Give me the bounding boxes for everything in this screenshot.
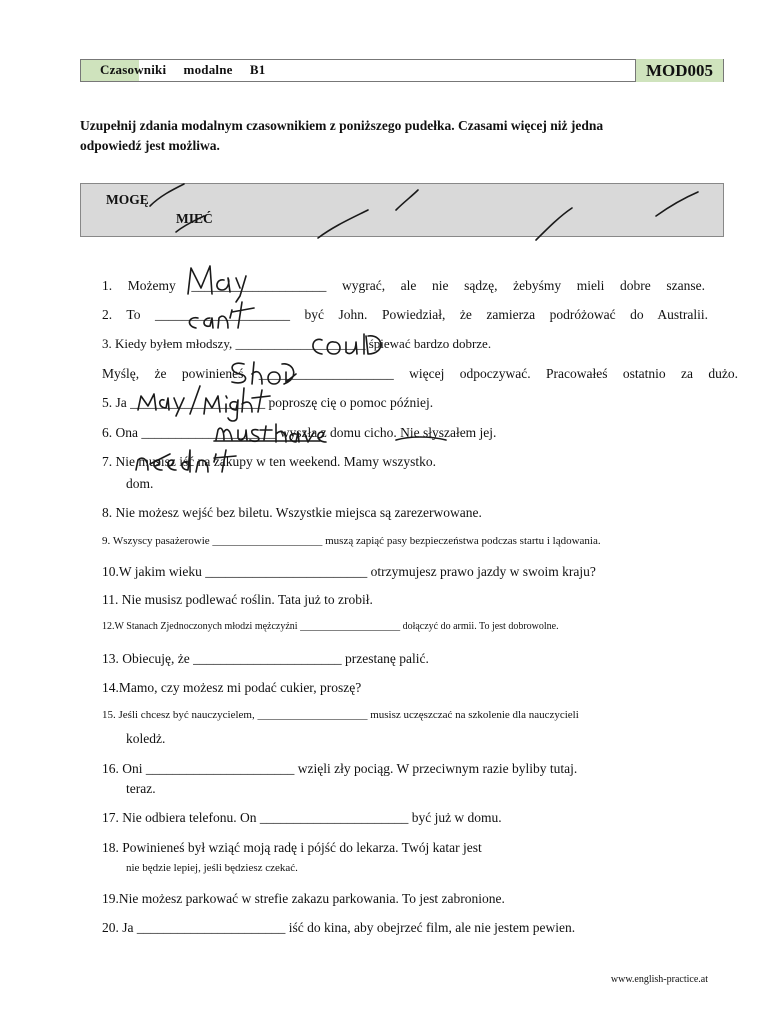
sentence-text: Nie możesz parkować w strefie zakazu parkowania. To jest zabronione. — [118, 891, 505, 906]
sentence-16 — [102, 761, 577, 777]
sentence-4 — [102, 366, 738, 382]
sentence-text: To ____________________ być John. Powiedział, że zamierza podróżować do Australii. — [126, 307, 708, 322]
sentence-text: Obiecuję, że ______________________ przestanę palić. — [122, 651, 429, 666]
sentence-number: 14. — [102, 680, 119, 695]
sentence-text: Mamo, czy możesz mi podać cukier, proszę? — [118, 680, 362, 695]
sentence-text: Wszyscy pasażerowie ____________________ muszą zapiąć pasy bezpieczeństwa podczas startu i lądowania. — [112, 535, 601, 547]
sentence-14 — [102, 680, 361, 696]
sentence-5 — [102, 395, 433, 411]
sentence-number: 6. — [102, 425, 113, 440]
sentence-text: Oni ______________________ wzięli zły pociąg. W przeciwnym razie byliby tutaj. — [122, 761, 578, 776]
sentence-15 — [102, 709, 579, 721]
worksheet-header — [80, 59, 724, 82]
sentence-number: 16. — [102, 761, 119, 776]
sentence-15-continuation: koledż. — [126, 731, 166, 746]
sentence-text: Nie musisz podlewać roślin. Tata już to zrobił. — [121, 592, 373, 607]
sentence-17 — [102, 810, 502, 826]
sentence-number: 12. — [102, 621, 115, 632]
sentence-number: 20. — [102, 920, 119, 935]
sentence-text: W Stanach Zjednoczonych młodzi mężczyźni ____________________ dołączyć do armii. To jest dobrowolne. — [114, 621, 559, 632]
sentence-19 — [102, 891, 505, 907]
sentence-number: 5. — [102, 395, 113, 410]
sentence-1 — [102, 278, 705, 294]
sentence-number: 19. — [102, 891, 119, 906]
word-box-word-2: MIEĆ — [176, 211, 213, 226]
sentence-8 — [102, 505, 482, 521]
sentence-7-continuation: dom. — [126, 476, 154, 491]
sentence-7 — [102, 454, 436, 470]
sentence-number: 9. — [102, 535, 111, 547]
sentence-13 — [102, 651, 429, 667]
word-box-word-1: MOGĘ — [106, 192, 149, 207]
sentence-20 — [102, 920, 575, 936]
sentence-number: 10. — [102, 564, 119, 579]
sentence-number: 13. — [102, 651, 119, 666]
sentence-text: Ja ____________________ poproszę cię o pomoc później. — [115, 395, 434, 410]
sentence-9 — [102, 535, 601, 547]
sentence-number: 18. — [102, 840, 119, 855]
sentence-3 — [102, 336, 491, 352]
sentence-18-continuation: nie będzie lepiej, jeśli będziesz czekać. — [126, 862, 298, 874]
sentence-2 — [102, 307, 708, 323]
sentence-text: Ja ______________________ iść do kina, aby obejrzeć film, ale nie jestem pewien. — [122, 920, 576, 935]
sentence-text: Powinieneś był wziąć moją radę i pójść do lekarza. Twój katar jest — [122, 840, 482, 855]
worksheet-title: Czasowniki modalne B1 — [100, 62, 266, 77]
sentence-text: Nie możesz wejść bez biletu. Wszystkie miejsca są zarezerwowane. — [115, 505, 482, 520]
sentence-18 — [102, 840, 482, 856]
sentence-text: Ona ____________________ wyszła z domu cicho. Nie słyszałem jej. — [115, 425, 497, 440]
sentence-text: Jeśli chcesz być nauczycielem, ____________________ musisz uczęszczać na szkolenie dla nauczycieli — [118, 709, 579, 721]
sentence-6 — [102, 425, 496, 441]
sentence-number: 3. — [102, 336, 112, 351]
sentence-number: 11. — [102, 592, 119, 607]
sentence-text: Kiedy byłem młodszy, ____________________ śpiewać bardzo dobrze. — [115, 336, 492, 351]
sentence-12 — [102, 621, 559, 632]
sentence-number: 15. — [102, 709, 116, 721]
instructions: Uzupełnij zdania modalnym czasownikiem z poniższego pudełka. Czasami więcej niż jedna odpowiedź jest możliwa. — [80, 118, 604, 153]
sentence-text: Możemy ____________________ wygrać, ale nie sądzę, żebyśmy mieli dobre szanse. — [127, 278, 706, 293]
worksheet-code: MOD005 — [635, 59, 723, 82]
sentence-16-continuation: teraz. — [126, 781, 156, 796]
sentence-number: 8. — [102, 505, 113, 520]
sentence-11 — [102, 592, 373, 608]
sentence-text: Nie odbiera telefonu. On ______________________ być już w domu. — [122, 810, 502, 825]
sentence-number: 17. — [102, 810, 119, 825]
sentence-text: Myślę, że powinieneś ____________________ więcej odpoczywać. Pracowałeś ostatnio za dużo. — [102, 366, 738, 381]
sentence-number: 7. — [102, 454, 113, 469]
sentence-number: 2. — [102, 307, 113, 322]
word-box — [80, 183, 724, 237]
sentence-10 — [102, 564, 596, 580]
sentence-text: W jakim wieku ________________________ otrzymujesz prawo jazdy w swoim kraju? — [118, 564, 596, 579]
footer-url: www.english-practice.at — [610, 974, 708, 985]
sentence-text: Nie musisz iść na zakupy w ten weekend. Mamy wszystko. — [115, 454, 437, 469]
sentence-number: 1. — [102, 278, 113, 293]
